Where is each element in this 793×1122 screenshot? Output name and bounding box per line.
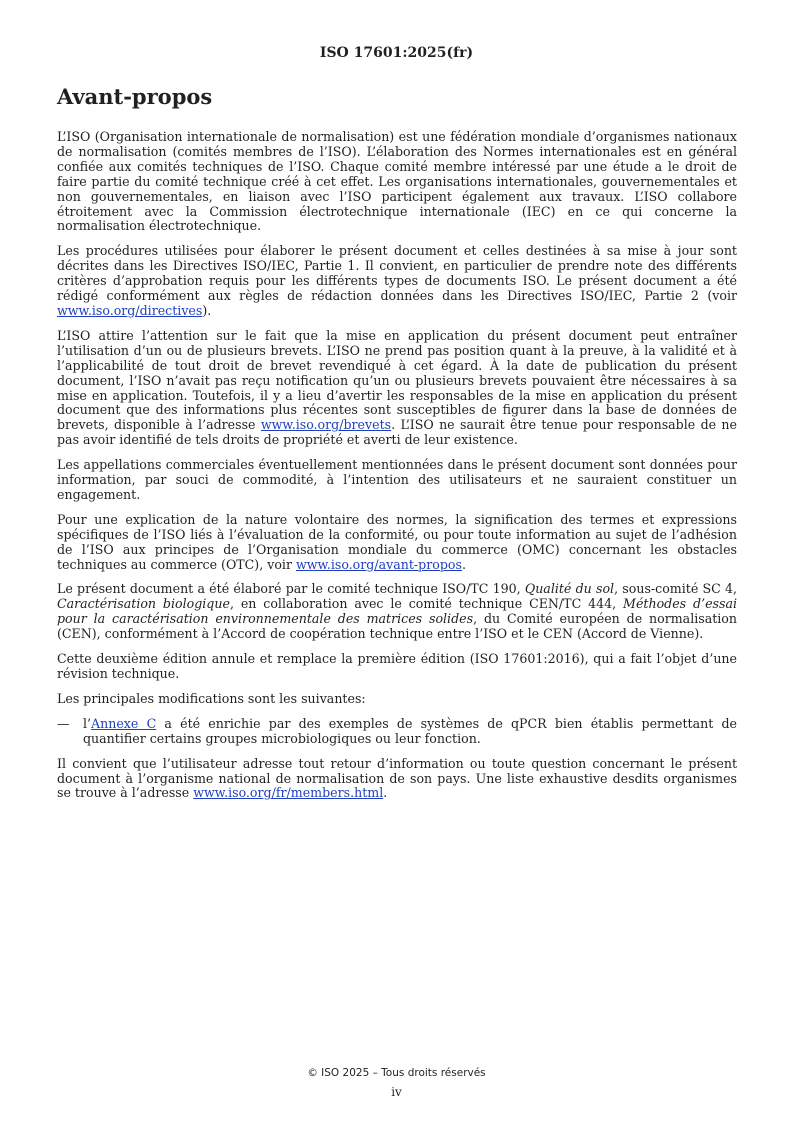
document-id-header: ISO 17601:2025(fr) [319,45,474,61]
paragraph-text: Les procédures utilisées pour élaborer le présent document et celles destinées à sa mise à jour sont décrites dans les Directives ISO/IEC, Partie 1. Il convient, en particulier de prendre note des différents critères d’approbation requis pour les différents types de documents ISO. Le présent document a été rédigé conformément aux règles de rédaction données dans les Directives ISO/IEC, Partie 2 (voir [57,243,737,304]
paragraph-text: ). [202,302,212,318]
foreword-body [57,130,737,811]
members-link[interactable]: www.iso.org/fr/members.html [193,785,384,801]
paragraph-text: , du Comité européen de normalisation (CEN), conformément à l’Accord de coopération technique entre l’ISO et le CEN (Accord de Vienne). [57,611,737,642]
committee-title-soil-quality: Qualité du sol [524,581,615,597]
paragraph-text: Pour une explication de la nature volontaire des normes, la signification des termes et expressions spécifiques de l’ISO liés à l’évaluation de la conformité, ou pour toute information au sujet de l’adhésion de l’ISO aux principes de l’Organisation mondiale du commerce (OMC) concernant les obstacles techniques au commerce (OTC), voir [57,511,737,572]
annex-c-link[interactable]: Annexe C [91,715,157,731]
paragraph-text: , en collaboration avec le comité technique CEN/TC 444, [229,596,624,612]
foreword-link[interactable]: www.iso.org/avant-propos [295,556,462,572]
paragraph-trade-names: Les appellations commerciales éventuellement mentionnées dans le présent document sont données pour information, par souci de commodité, à l’intention des utilisateurs et ne sauraient constituer un engagement. [57,457,737,502]
paragraph-text: l’ [83,715,92,731]
paragraph-edition: Cette deuxième édition annule et remplace la première édition (ISO 17601:2016), qui a fait l’objet d’une révision technique. [57,651,737,681]
bullet-text [83,717,737,747]
patents-link[interactable]: www.iso.org/brevets [260,417,392,433]
subcommittee-title: Caractérisation biologique [57,596,230,612]
page-number: iv [391,1085,402,1099]
paragraph-patents [57,329,737,448]
paragraph-text: Le présent document a été élaboré par le comité technique ISO/TC 190, [57,581,525,597]
paragraph-text: . L’ISO ne saurait être tenue pour responsable de ne pas avoir identifié de tels droits de propriété et averti de leur existence. [57,417,737,448]
bullet-dash: — [57,715,70,731]
paragraph-feedback [57,757,737,802]
paragraph-text: . [461,556,466,572]
directives-link[interactable]: www.iso.org/directives [57,302,203,318]
list-item [57,717,737,747]
cen-committee-title: Méthodes d’essai pour la caractérisation environnementale des matrices solides [57,596,737,627]
paragraph-iso-intro: L’ISO (Organisation internationale de normalisation) est une fédération mondiale d’organismes nationaux de normalisation (comités membres de l’ISO). L’élaboration des Normes internationales est en général confiée aux comités techniques de l’ISO. Chaque comité membre intéressé par une étude a le droit de faire partie du comité technique créé à cet effet. Les organisations internationales, gouvernementales et non gouvernementales, en liaison avec l’ISO participent également aux travaux. L’ISO collabore étroitement avec la Commission électrotechnique internationale (IEC) en ce qui concerne la normalisation électrotechnique. [57,129,737,234]
paragraph-changes-intro: Les principales modifications sont les suivantes: [57,690,366,706]
paragraph-committee [57,582,737,642]
paragraph-procedures [57,244,737,319]
paragraph-text: , sous-comité SC 4, [614,581,738,597]
page-title: Avant-propos [57,84,213,109]
paragraph-text: a été enrichie par des exemples de systèmes de qPCR bien établis permettant de quantifier certains groupes microbiologiques ou leur fonction. [83,715,737,746]
copyright-footer: © ISO 2025 – Tous droits réservés [307,1067,486,1079]
paragraph-text: . [383,785,388,801]
paragraph-text: Il convient que l’utilisateur adresse tout retour d’information ou toute question concernant le présent document à l’organisme national de normalisation de son pays. Une liste exhaustive desdits organismes se trouve à l’adresse [57,755,737,801]
paragraph-text: L’ISO attire l’attention sur le fait que la mise en application du présent document peut entraîner l’utilisation d’un ou de plusieurs brevets. L’ISO ne prend pas position quant à la preuve, à la validité et à l’applicabilité de tout droit de brevet revendiqué à cet égard. À la date de publication du présent document, l’ISO n’avait pas reçu notification qu’un ou plusieurs brevets pouvaient être nécessaires à sa mise en application. Toutefois, il y a lieu d’avertir les responsables de la mise en application du présent document que des informations plus récentes sont susceptibles de figurer dans la base de données de brevets, disponible à l’adresse [57,327,737,433]
paragraph-voluntary-nature [57,513,737,573]
